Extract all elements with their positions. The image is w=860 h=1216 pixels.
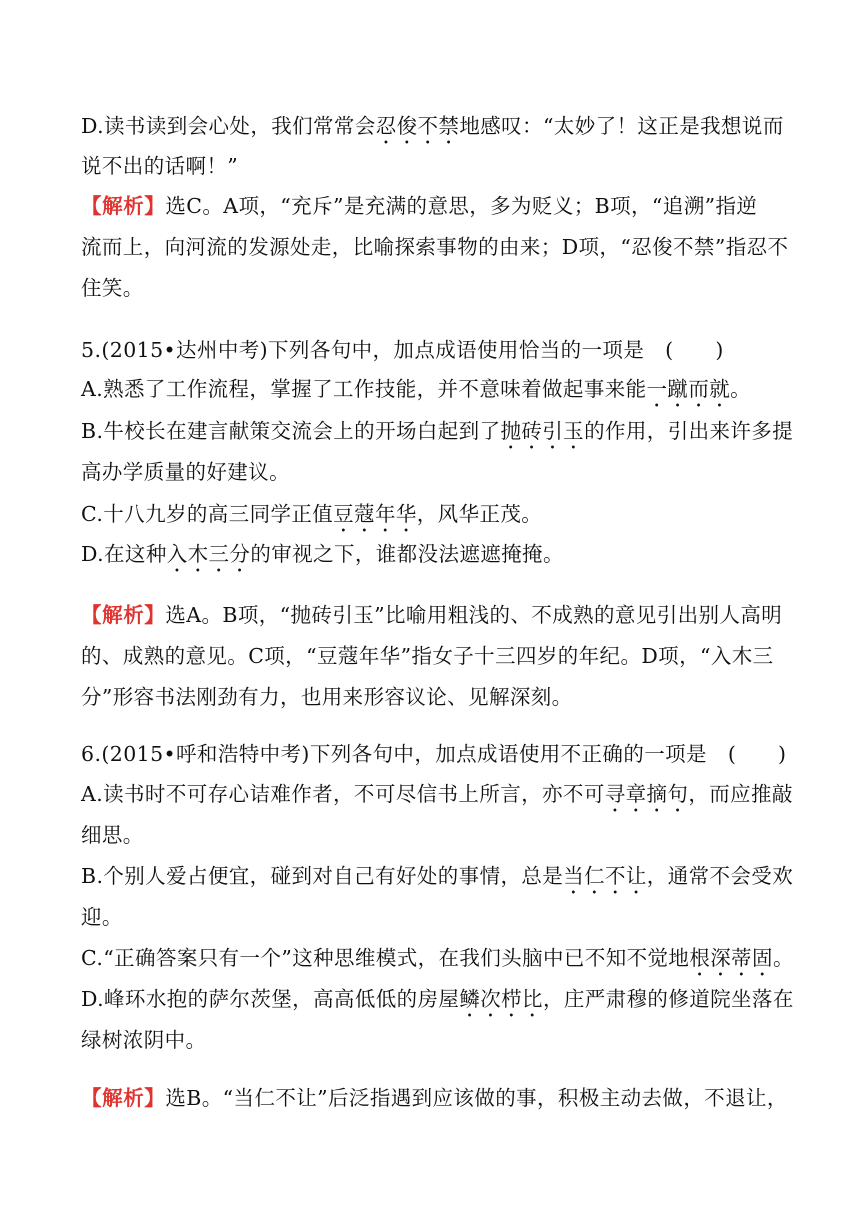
- text-run: D.在这种: [81, 542, 167, 566]
- text-line: [81, 152, 238, 180]
- text-run: 说不出的话啊！”: [81, 154, 239, 178]
- text-line: [81, 540, 564, 577]
- text-line: [81, 336, 724, 364]
- analysis-label: 【解析】: [81, 603, 166, 627]
- text-run: B.牛校长在建言献策交流会上的开场白起到了: [81, 419, 501, 443]
- text-run: 选B。“当仁不让”后泛指遇到应该做的事，积极主动去做，不退让，: [165, 1086, 788, 1110]
- text-run: 选C。A项，“充斥”是充满的意思，多为贬义；B项，“追溯”指逆: [165, 194, 758, 218]
- text-line: [81, 862, 793, 899]
- text-run: 的、成熟的意见。C项，“豆蔻年华”指女子十三四岁的年纪。D项，“入木三: [81, 644, 774, 668]
- text-run: ，风华正茂。: [416, 502, 543, 526]
- text-run: A.熟悉了工作流程，掌握了工作技能，并不意味着做起事来能: [81, 377, 647, 401]
- emphasized-idiom: 豆蔻年华: [333, 502, 417, 526]
- text-run: C.十八九岁的高三同学正值: [81, 502, 334, 526]
- text-run: 5.(2015•达州中考)下列各句中，加点成语使用恰当的一项是 ( ): [81, 338, 724, 362]
- text-run: ，而应推敲: [688, 782, 793, 806]
- text-line: [81, 683, 573, 711]
- emphasized-idiom: 根深蒂固: [689, 946, 773, 970]
- text-run: 高办学质量的好建议。: [81, 460, 290, 484]
- emphasized-idiom: 当仁不让: [563, 864, 647, 888]
- text-line: [81, 375, 751, 412]
- text-run: C.“正确答案只有一个”这种思维模式，在我们头脑中已不知不觉地: [81, 946, 690, 970]
- text-line: [81, 500, 542, 537]
- emphasized-idiom: 鳞次栉比: [459, 987, 543, 1011]
- analysis-line: [81, 192, 757, 220]
- text-run: ，通常不会受欢: [646, 864, 794, 888]
- text-run: 。: [772, 946, 794, 970]
- text-line: [81, 417, 793, 454]
- text-run: 住笑。: [81, 276, 144, 300]
- text-run: A.读书时不可存心诘难作者，不可尽信书上所言，亦不可: [81, 782, 605, 806]
- emphasized-idiom: 寻章摘句: [604, 782, 689, 806]
- text-run: 选A。B项，“抛砖引玉”比喻用粗浅的、不成熟的意见引出别人高明: [165, 603, 783, 627]
- text-run: D.峰环水抱的萨尔茨堡，高高低低的房屋: [81, 987, 460, 1011]
- text-run: 的作用，引出来许多提: [584, 419, 794, 443]
- text-run: 细思。: [81, 823, 144, 847]
- emphasized-idiom: 抛砖引玉: [500, 419, 585, 443]
- text-line: [81, 274, 144, 302]
- text-run: 。: [730, 377, 752, 401]
- text-line: [81, 112, 784, 149]
- text-line: [81, 821, 144, 849]
- text-run: B.个别人爱占便宜，碰到对自己有好处的事情，总是: [81, 864, 564, 888]
- text-line: [81, 458, 290, 486]
- text-line: [81, 740, 786, 768]
- text-line: [81, 780, 793, 817]
- text-run: 分”形容书法刚劲有力，也用来形容议论、见解深刻。: [81, 685, 573, 709]
- text-line: [81, 1026, 206, 1054]
- analysis-label: 【解析】: [81, 194, 166, 218]
- text-run: 迎。: [81, 905, 123, 929]
- analysis-line: [81, 1084, 788, 1112]
- text-run: D.读书读到会心处，我们常常会: [81, 114, 376, 138]
- text-run: 流而上，向河流的发源处走，比喻探索事物的由来；D项，“忍俊不禁”指忍不: [81, 235, 789, 259]
- text-run: 的审视之下，谁都没法遮遮掩掩。: [250, 542, 564, 566]
- emphasized-idiom: 一蹴而就: [646, 377, 731, 401]
- analysis-label: 【解析】: [81, 1086, 166, 1110]
- text-line: [81, 944, 794, 981]
- text-run: 绿树浓阴中。: [81, 1028, 207, 1052]
- text-line: [81, 985, 794, 1022]
- text-run: 地感叹：“太妙了！这正是我想说而: [459, 114, 784, 138]
- analysis-line: [81, 601, 782, 629]
- emphasized-idiom: 入木三分: [166, 542, 251, 566]
- text-line: [81, 233, 788, 261]
- text-line: [81, 642, 774, 670]
- emphasized-idiom: 忍俊不禁: [375, 114, 460, 138]
- text-run: ，庄严肃穆的修道院坐落在: [542, 987, 794, 1011]
- text-run: 6.(2015•呼和浩特中考)下列各句中，加点成语使用不正确的一项是 ( ): [81, 742, 787, 766]
- text-line: [81, 903, 123, 931]
